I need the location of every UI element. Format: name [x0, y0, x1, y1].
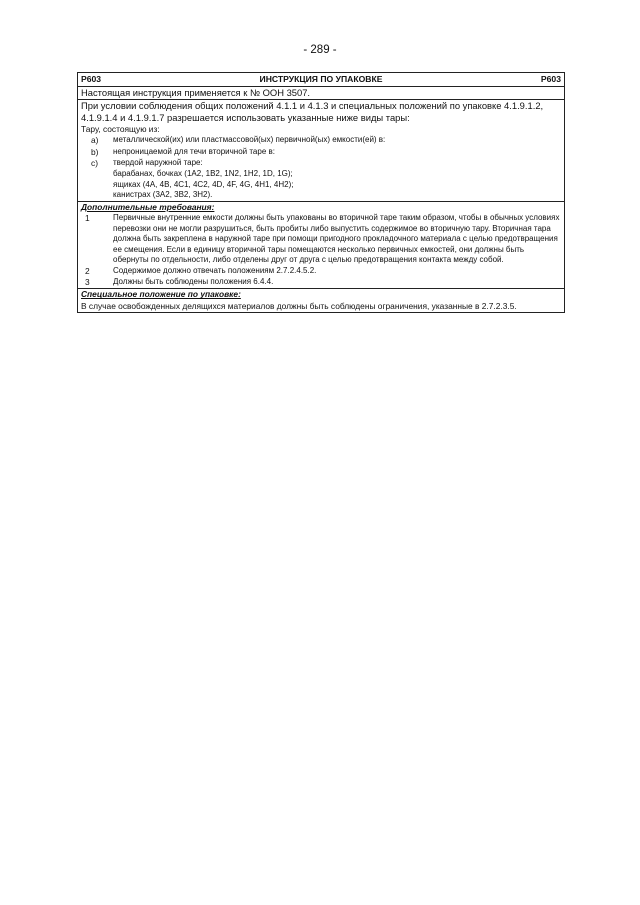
- header-title: ИНСТРУКЦИЯ ПО УПАКОВКЕ: [259, 74, 383, 84]
- item-label: c): [91, 157, 98, 168]
- item-text: непроницаемой для течи вторичной таре в:: [113, 146, 275, 156]
- list-item: [81, 266, 561, 277]
- applies-text: Настоящая инструкция применяется к № ООН 3507.: [81, 87, 311, 99]
- list-item: [81, 213, 561, 266]
- additional-title: Дополнительные требования:: [81, 201, 215, 212]
- item-label: 2: [85, 265, 90, 276]
- table-header: [78, 73, 564, 87]
- list-item: [81, 158, 561, 169]
- list-item: [81, 277, 561, 288]
- additional-requirements-row: [78, 202, 564, 290]
- packing-instruction-table: [77, 72, 565, 313]
- item-text: твердой наружной таре:: [113, 157, 203, 167]
- item-label: 1: [85, 213, 90, 223]
- item-text: Содержимое должно отвечать положениям 2.7.2.4.5.2.: [113, 265, 317, 275]
- packaging-row: [78, 100, 564, 202]
- item-text: Должны быть соблюдены положения 6.4.4.: [113, 277, 274, 287]
- item-label: b): [91, 146, 99, 157]
- list-item: [81, 147, 561, 158]
- intro-text: При условии соблюдения общих положений 4.1.1 и 4.1.3 и специальных положений по упаковке 4.1.9.1.2, 4.1.9.1.4 и 4.1.9.1.7 разрешается использовать указанные ниже виды тары:: [81, 100, 544, 124]
- special-title: Специальное положение по упаковке:: [81, 289, 241, 300]
- item-text: металлической(их) или пластмассовой(ых) первичной(ых) емкости(ей) в:: [113, 135, 386, 145]
- page-number: - 289 -: [303, 44, 337, 56]
- applies-row: [78, 87, 564, 100]
- packaging-lead: Тару, состоящую из:: [81, 124, 160, 135]
- item-text: Первичные внутренние емкости должны быть упакованы во вторичной таре таким образом, чтобы в обычных условиях перевозки они не могли разрушиться, быть пробиты либо выпустить содержимое во вторичную тару. Вторичная тара должна быть закреплена в наружной таре при помощи пригодного прокладочного материала с целью предотвращения ее смещения. Если в единицу вторичной тары помещаются несколько первичных емкостей, они должны быть обернуты по отдельности, либо отделены друг от друга с целью предотвращения контакта между собой.: [113, 213, 560, 265]
- header-code-right: P603: [540, 74, 561, 84]
- outer-type-jerricans: канистрах (3A2, 3B2, 3H2).: [113, 190, 213, 200]
- outer-type-drums: барабанах, бочках (1A2, 1B2, 1N2, 1H2, 1D, 1G);: [113, 169, 293, 179]
- list-item: [81, 135, 561, 146]
- special-text: В случае освобожденных делящихся материалов должны быть соблюдены ограничения, указанные в 2.7.2.3.5.: [81, 300, 517, 311]
- item-label: 3: [85, 277, 90, 288]
- special-provision-row: [78, 289, 564, 311]
- header-code-left: P603: [81, 74, 102, 84]
- outer-type-boxes: ящиках (4A, 4B, 4C1, 4C2, 4D, 4F, 4G, 4H1, 4H2);: [113, 179, 294, 189]
- item-label: a): [91, 135, 99, 146]
